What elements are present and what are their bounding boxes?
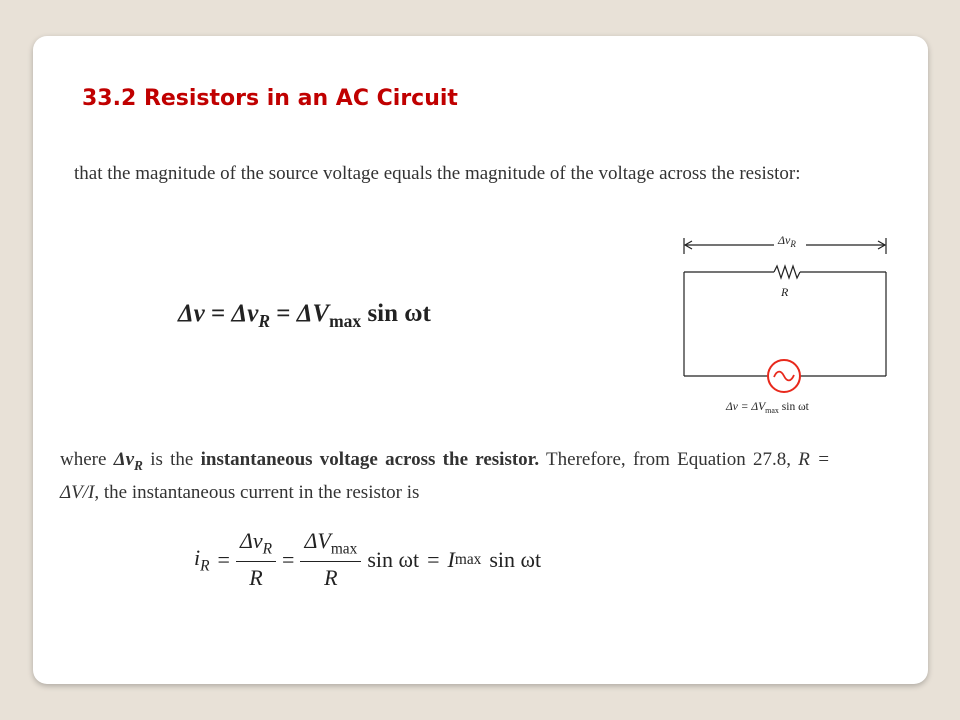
- source-label: $\Delta v = \Delta V_{max}$ sin ωt: [726, 401, 809, 415]
- fraction-1: $\frac{\Delta v_R}{R}$: [236, 528, 276, 591]
- circuit-diagram: [676, 226, 896, 426]
- eq1-delta-V: ΔV: [296, 300, 330, 327]
- eq1-delta-vR: Δv: [231, 300, 259, 327]
- circuit-label-top: $\Delta v_R$: [778, 233, 796, 249]
- eq1-delta-v: Δv: [178, 300, 205, 327]
- current-equation: $i_R$ = $\frac{\Delta v_R}{R}$ = $\frac{\Delta V_{max}}{R}$ sin ωt = I max sin ωt: [194, 528, 542, 591]
- eq1-sub-R: R: [258, 311, 270, 331]
- eq1-sin: sin ωt: [367, 300, 431, 327]
- bold-phrase: instantaneous voltage across the resistor.: [200, 449, 540, 470]
- resistor-zigzag: [774, 266, 800, 278]
- eq1-sub-max: max: [329, 311, 362, 331]
- intro-paragraph: that the magnitude of the source voltage equals the magnitude of the voltage across the resistor:: [74, 163, 801, 184]
- resistor-label: R: [781, 285, 789, 299]
- fraction-2: $\frac{\Delta V_{max}}{R}$: [300, 528, 361, 591]
- slide-title: 33.2 Resistors in an AC Circuit: [82, 86, 458, 111]
- ohm-law: R = ΔV/I: [60, 449, 830, 503]
- voltage-equation: $\Delta v = \Delta v_R = \Delta V_{max}$ sin ωt: [178, 300, 431, 331]
- body-paragraph: where $\Delta v_R$ is the instantaneous voltage across the resistor. Therefore, from Equation 27.8, R = ΔV/I, the instantaneous current in the resistor is: [60, 449, 830, 503]
